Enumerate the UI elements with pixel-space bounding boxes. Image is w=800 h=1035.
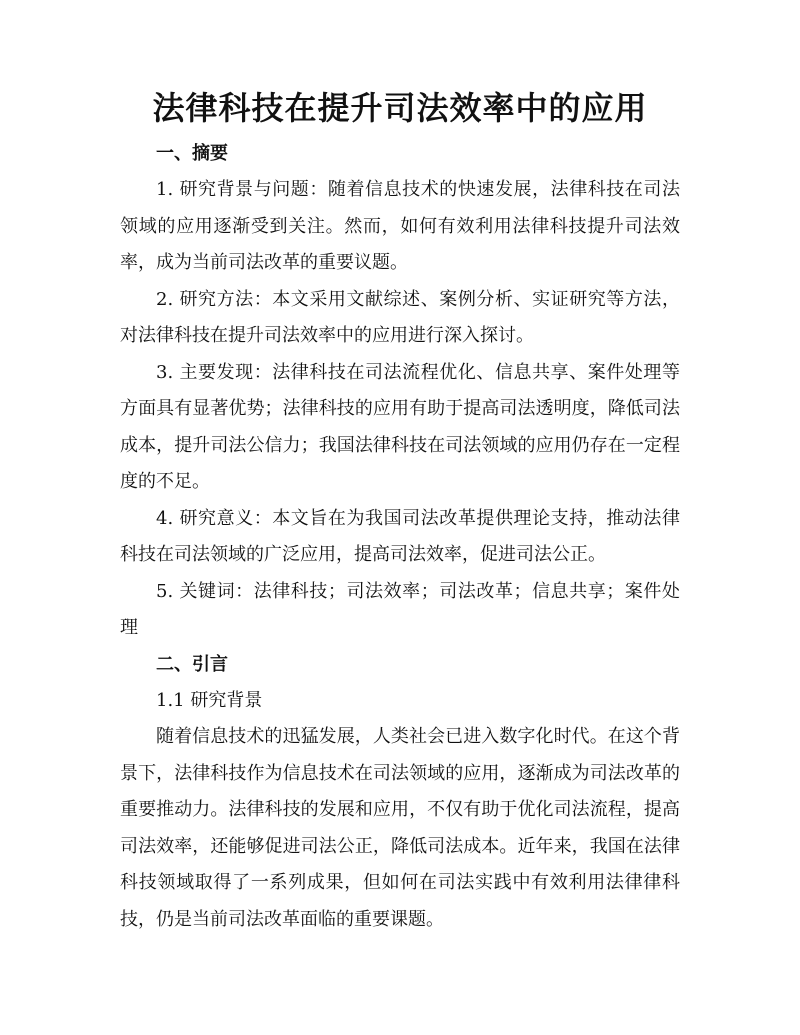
document-title: 法律科技在提升司法效率中的应用 — [152, 89, 648, 127]
abstract-paragraph-method: 2. 研究方法：本文采用文献综述、案例分析、实证研究等方法，对法律科技在提升司法效率中的应用进行深入探讨。 — [120, 288, 680, 346]
introduction-paragraph: 随着信息技术的迅猛发展，人类社会已进入数字化时代。在这个背景下，法律科技作为信息技术在司法领域的应用，逐渐成为司法改革的重要推动力。法律科技的发展和应用，不仅有助于优化司法流程，提高司法效率，还能够促进司法公正，降低司法成本。近年来，我国在法律科技领域取得了一系列成果，但如何在司法实践中有效利用法律律科技，仍是当前司法改革面临的重要课题。 — [120, 726, 680, 930]
section-abstract — [120, 136, 680, 647]
subsection-heading-background: 1.1 研究背景 — [156, 689, 263, 711]
section-introduction — [120, 647, 680, 939]
section-heading-abstract: 一、摘要 — [156, 143, 228, 164]
section-heading-introduction: 二、引言 — [156, 653, 228, 675]
abstract-paragraph-background: 1. 研究背景与问题：随着信息技术的快速发展，法律科技在司法领域的应用逐渐受到关注。然而，如何有效利用法律科技提升司法效率，成为当前司法改革的重要议题。 — [120, 179, 680, 273]
abstract-paragraph-keywords: 5. 关键词：法律科技；司法效率；司法改革；信息共享；案件处理 — [120, 580, 680, 638]
abstract-paragraph-findings: 3. 主要发现：法律科技在司法流程优化、信息共享、案件处理等方面具有显著优势；法律科技的应用有助于提高司法透明度，降低司法成本，提升司法公信力；我国法律科技在司法领域的应用仍存在一定程度的不足。 — [120, 361, 680, 492]
abstract-paragraph-significance: 4. 研究意义：本文旨在为我国司法改革提供理论支持，推动法律科技在司法领域的广泛应用，提高司法效率，促进司法公正。 — [120, 507, 680, 565]
